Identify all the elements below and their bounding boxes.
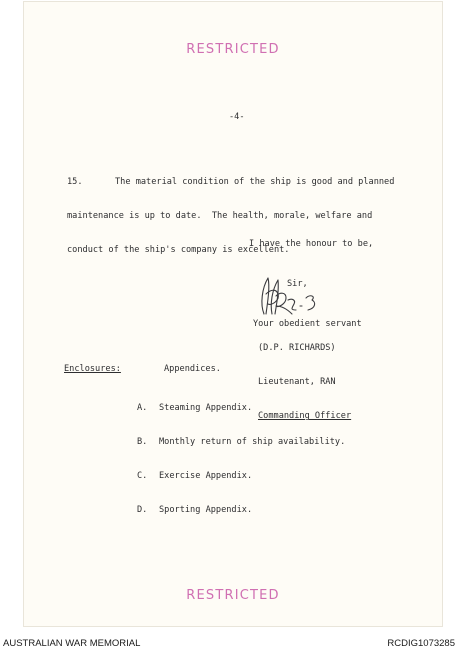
page-number: -4- — [229, 112, 245, 122]
enclosures-list — [137, 380, 345, 540]
signer-rank: Lieutenant, RAN — [258, 377, 336, 388]
list-item: A. Steaming Appendix. — [137, 402, 253, 413]
list-item: B. Monthly return of ship availability. — [137, 437, 346, 448]
list-item: C. Exercise Appendix. — [137, 471, 253, 482]
signer-name: (D.P. RICHARDS) — [258, 342, 336, 353]
restricted-stamp-top: RESTRICTED — [186, 42, 280, 57]
handwritten-signature — [256, 270, 322, 318]
enclosures-title: Appendices. — [164, 364, 221, 374]
document-page — [24, 2, 442, 626]
closing-line-1: I have the honour to be, — [249, 238, 374, 249]
list-item: D. Sporting Appendix. — [137, 505, 253, 516]
footer-institution: AUSTRALIAN WAR MEMORIAL — [3, 638, 141, 649]
footer-catalog-id: RCDIG1073285 — [387, 638, 455, 649]
paragraph-line-2: maintenance is up to date. The health, morale, welfare and — [67, 211, 373, 222]
enclosures-label: Enclosures: — [64, 364, 121, 374]
signer-title: Commanding Officer — [258, 411, 352, 422]
paragraph-line-3: conduct of the ship's company is excellent. — [67, 245, 290, 256]
paragraph-line-1: The material condition of the ship is good and planned — [115, 176, 395, 187]
restricted-stamp-bottom: RESTRICTED — [186, 588, 280, 603]
closing-line-2: Sir, — [287, 279, 308, 290]
closing-line-3: Your obedient servant — [253, 319, 362, 330]
paragraph-number: 15. — [67, 176, 83, 187]
